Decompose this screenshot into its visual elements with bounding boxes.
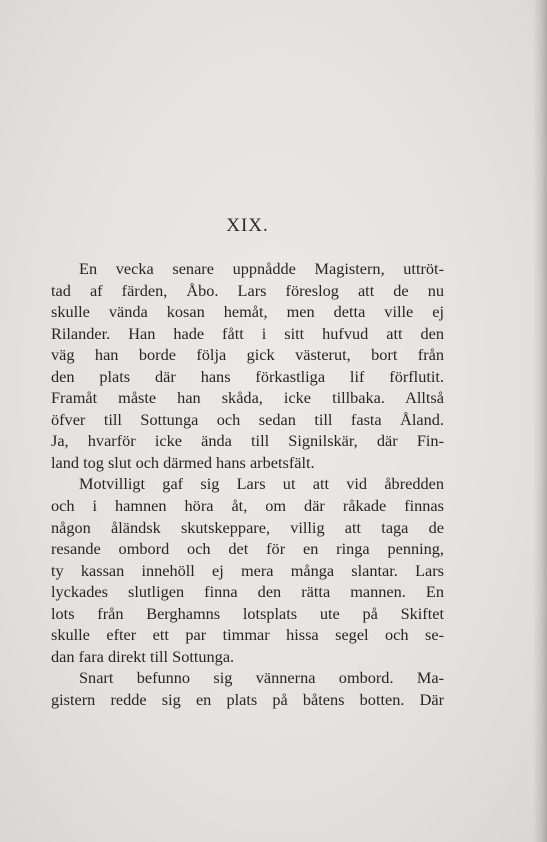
text-line: skulle efter ett par timmar hissa segel och se- xyxy=(51,625,444,645)
text-line: land tog slut och därmed hans arbetsfält. xyxy=(51,452,315,472)
body-text xyxy=(51,258,444,710)
text-line: resande ombord och det för en ringa penning, xyxy=(51,539,444,559)
text-line: lots från Berghamns lotsplats ute på Skiftet xyxy=(51,603,444,623)
text-line: någon åländsk skutskeppare, villig att taga de xyxy=(51,517,444,537)
text-line: lyckades slutligen finna den rätta mannen. En xyxy=(51,582,444,602)
text-line: öfver till Sottunga och sedan till fasta Åland. xyxy=(51,409,444,429)
text-line: Framåt måste han skåda, icke tillbaka. Alltså xyxy=(51,388,444,408)
text-line: den plats där hans förkastliga lif förflutit. xyxy=(51,366,444,386)
text-line: gistern redde sig en plats på båtens botten. Där xyxy=(51,689,444,709)
text-line: Rilander. Han hade fått i sitt hufvud att den xyxy=(51,323,444,343)
text-line: Ja, hvarför icke ända till Signilskär, där Fin- xyxy=(51,431,444,451)
text-line: En vecka senare uppnådde Magistern, uttröt- xyxy=(79,259,444,278)
text-line: väg han borde följa gick västerut, bort från xyxy=(51,345,444,365)
text-line: Motvilligt gaf sig Lars ut att vid åbredden xyxy=(79,474,444,494)
text-line: Snart befunno sig vännerna ombord. Ma- xyxy=(79,668,444,688)
text-line: ty kassan innehöll ej mera många slantar. Lars xyxy=(51,560,444,580)
text-line: dan fara direkt till Sottunga. xyxy=(51,646,235,666)
text-line: och i hamnen höra åt, om där råkade finnas xyxy=(51,496,444,516)
chapter-heading: XIX. xyxy=(226,215,269,236)
text-line: skulle vända kosan hemåt, men detta ville ej xyxy=(51,302,444,322)
text-line: tad af färden, Åbo. Lars föreslog att de nu xyxy=(51,280,444,300)
page-edge-shadow xyxy=(533,0,547,842)
